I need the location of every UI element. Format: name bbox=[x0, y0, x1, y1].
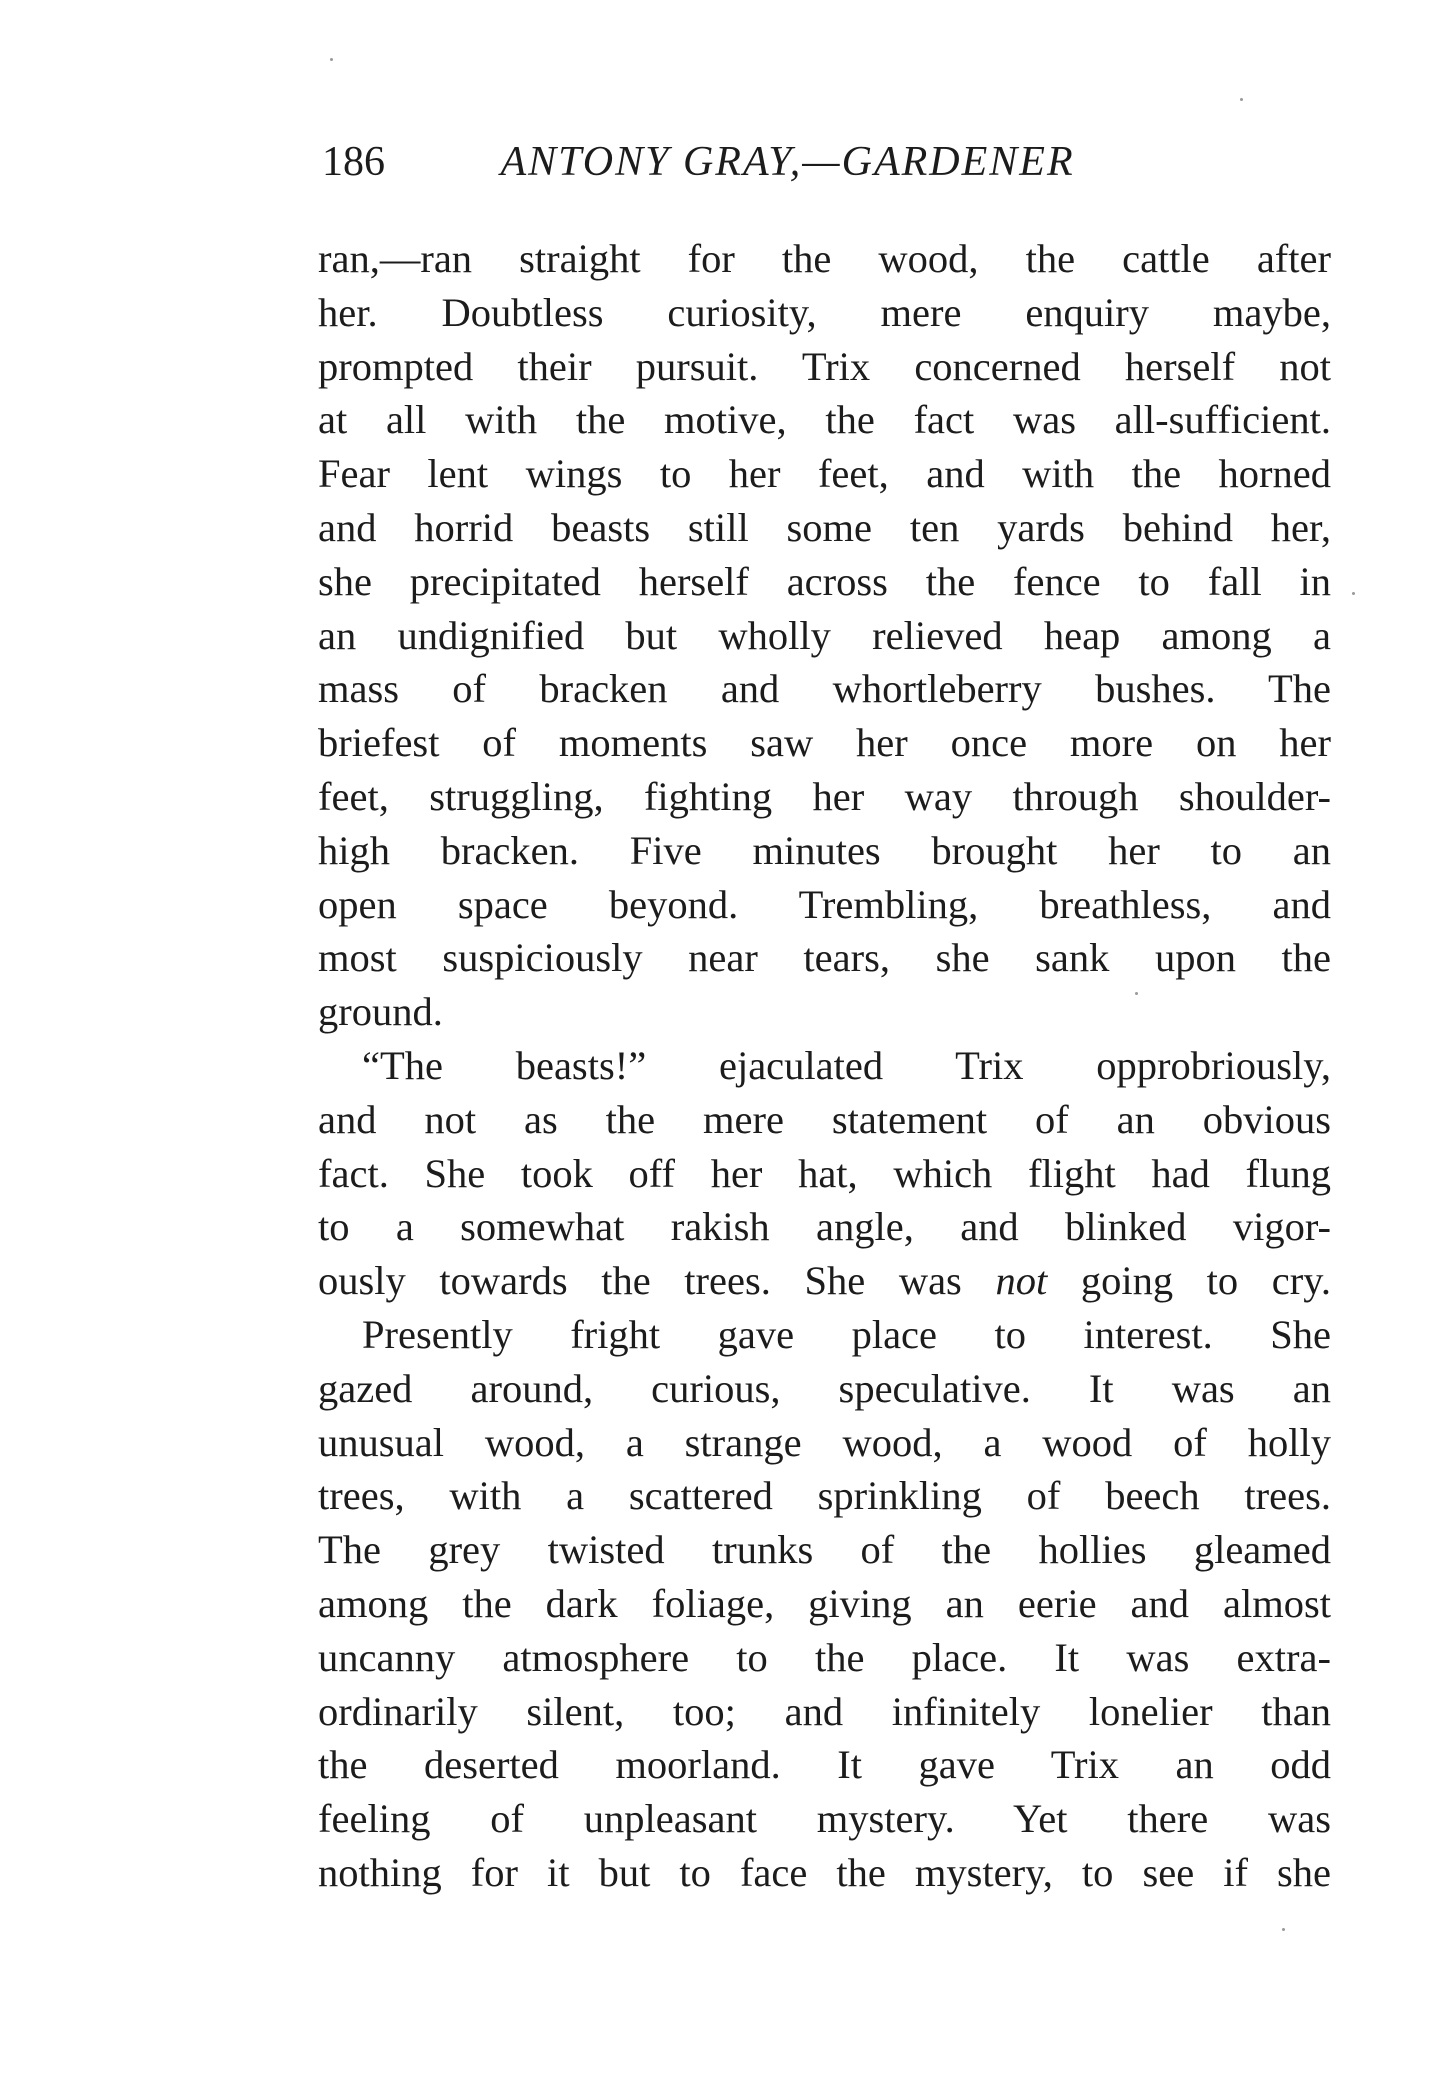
text-line-with-emphasis bbox=[318, 1254, 1331, 1308]
text-line: mass of bracken and whortleberry bushes. The bbox=[318, 666, 1331, 712]
text-line: to a somewhat rakish angle, and blinked vigor- bbox=[318, 1204, 1331, 1250]
text-line: nothing for it but to face the mystery, to see if she bbox=[318, 1849, 1331, 1895]
text-line: The grey twisted trunks of the hollies gleamed bbox=[318, 1527, 1331, 1573]
text-line: Fear lent wings to her feet, and with the horned bbox=[318, 451, 1331, 497]
text-line: at all with the motive, the fact was all-sufficient. bbox=[318, 397, 1331, 443]
text-line: she precipitated herself across the fence to fall in bbox=[318, 558, 1331, 604]
text-line: open space beyond. Trembling, breathless, and bbox=[318, 881, 1331, 927]
text-line: “The beasts!” ejaculated Trix opprobriously, bbox=[362, 1042, 1331, 1088]
text-line: among the dark foliage, giving an eerie and almost bbox=[318, 1580, 1331, 1626]
paper-speck bbox=[1240, 98, 1243, 101]
text-line: ran,—ran straight for the wood, the cattle after bbox=[318, 236, 1331, 281]
paper-speck bbox=[1352, 592, 1355, 595]
text-line: and horrid beasts still some ten yards behind her, bbox=[318, 504, 1331, 550]
text-line: Presently fright gave place to interest. She bbox=[362, 1311, 1331, 1357]
text-line: most suspiciously near tears, she sank upon the bbox=[318, 935, 1331, 981]
paper-speck bbox=[330, 58, 333, 61]
text-line: fact. She took off her hat, which flight had flung bbox=[318, 1150, 1331, 1196]
running-title: ANTONY GRAY,—GARDENER bbox=[500, 139, 1075, 185]
text-line: ground. bbox=[318, 989, 443, 1035]
paper-speck bbox=[1282, 1928, 1285, 1931]
text-segment: going to cry. bbox=[1047, 1258, 1331, 1304]
text-line: feeling of unpleasant mystery. Yet there was bbox=[318, 1796, 1331, 1842]
body-text bbox=[318, 232, 1331, 1900]
text-line: prompted their pursuit. Trix concerned herself not bbox=[318, 343, 1331, 389]
paper-speck bbox=[1135, 992, 1138, 995]
text-line: briefest of moments saw her once more on her bbox=[318, 720, 1331, 766]
text-line: uncanny atmosphere to the place. It was extra- bbox=[318, 1634, 1331, 1680]
text-line: and not as the mere statement of an obvious bbox=[318, 1096, 1331, 1142]
text-segment: ously towards the trees. She was bbox=[318, 1258, 996, 1304]
text-line: her. Doubtless curiosity, mere enquiry maybe, bbox=[318, 289, 1331, 335]
text-line: feet, struggling, fighting her way through shoulder- bbox=[318, 773, 1331, 819]
text-line: an undignified but wholly relieved heap among a bbox=[318, 612, 1331, 658]
text-line: gazed around, curious, speculative. It was an bbox=[318, 1365, 1331, 1411]
emphasis-word: not bbox=[995, 1258, 1048, 1304]
text-line: high bracken. Five minutes brought her to an bbox=[318, 827, 1331, 873]
text-line: trees, with a scattered sprinkling of beech trees. bbox=[318, 1473, 1331, 1519]
text-line: unusual wood, a strange wood, a wood of holly bbox=[318, 1419, 1331, 1465]
text-line: the deserted moorland. It gave Trix an odd bbox=[318, 1742, 1331, 1788]
page-header bbox=[322, 132, 1322, 192]
page-number: 186 bbox=[322, 139, 385, 185]
text-line: ordinarily silent, too; and infinitely lonelier than bbox=[318, 1688, 1331, 1734]
